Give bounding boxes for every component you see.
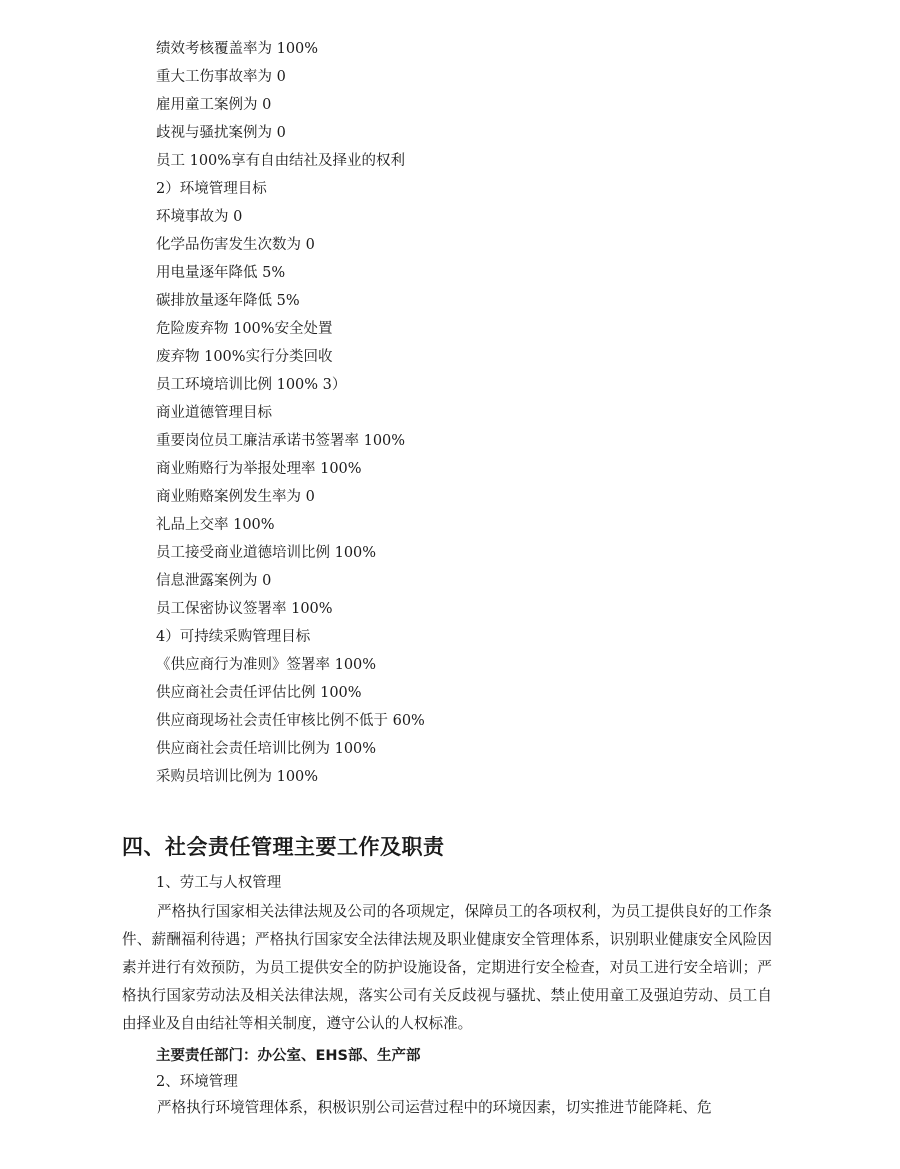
target-line: 雇用童工案例为 0 [156, 97, 272, 113]
target-subheading: 4）可持续采购管理目标 [156, 629, 311, 645]
responsible-departments: 主要责任部门：办公室、EHS部、生产部 [156, 1048, 421, 1064]
target-line: 绩效考核覆盖率为 100% [156, 41, 319, 57]
target-line: 信息泄露案例为 0 [156, 573, 272, 589]
target-line: 供应商社会责任评估比例 100% [156, 685, 362, 701]
paragraph-labor-rights: 严格执行国家相关法律法规及公司的各项规定，保障员工的各项权利，为员工提供良好的工作条件、薪酬福利待遇；严格执行国家安全法律法规及职业健康安全管理体系，识别职业健康安全风险因素并进行有效预防，为员工提供安全的防护设施设备，定期进行安全检查，对员工进行安全培训；严格执行国家劳动法及相关法律法规，落实公司有关反歧视与骚扰、禁止使用童工及强迫劳动、员工自由择业及自由结社等相关制度，遵守公认的人权标准。 [122, 903, 772, 1032]
target-line: 用电量逐年降低 5% [156, 265, 286, 281]
subsection-title: 1、劳工与人权管理 [156, 875, 282, 891]
target-line: 废弃物 100%实行分类回收 [156, 349, 333, 365]
target-line: 采购员培训比例为 100% [156, 769, 319, 785]
target-line: 商业贿赂行为举报处理率 100% [156, 461, 362, 477]
target-line: 化学品伤害发生次数为 0 [156, 237, 315, 253]
target-line: 重要岗位员工廉洁承诺书签署率 100% [156, 433, 406, 449]
target-line: 员工保密协议签署率 100% [156, 601, 333, 617]
target-line: 环境事故为 0 [156, 209, 243, 225]
target-line: 供应商现场社会责任审核比例不低于 60% [156, 713, 425, 729]
target-line: 《供应商行为准则》签署率 100% [156, 657, 377, 673]
target-line: 歧视与骚扰案例为 0 [156, 125, 286, 141]
paragraph-environment: 严格执行环境管理体系，积极识别公司运营过程中的环境因素，切实推进节能降耗、危 [157, 1099, 712, 1116]
target-subheading: 2）环境管理目标 [156, 181, 267, 197]
target-line: 危险废弃物 100%安全处置 [156, 321, 333, 337]
target-line: 碳排放量逐年降低 5% [156, 293, 300, 309]
target-line: 重大工伤事故率为 0 [156, 69, 286, 85]
target-line: 员工 100%享有自由结社及择业的权利 [156, 153, 406, 169]
target-line: 员工接受商业道德培训比例 100% [156, 545, 377, 561]
target-subheading: 商业道德管理目标 [156, 405, 272, 421]
subsection-title: 2、环境管理 [156, 1074, 238, 1090]
target-line: 礼品上交率 100% [156, 517, 275, 533]
target-line: 供应商社会责任培训比例为 100% [156, 741, 377, 757]
target-line: 商业贿赂案例发生率为 0 [156, 489, 315, 505]
target-line: 员工环境培训比例 100% 3） [156, 377, 347, 393]
section-heading: 四、社会责任管理主要工作及职责 [122, 835, 445, 859]
